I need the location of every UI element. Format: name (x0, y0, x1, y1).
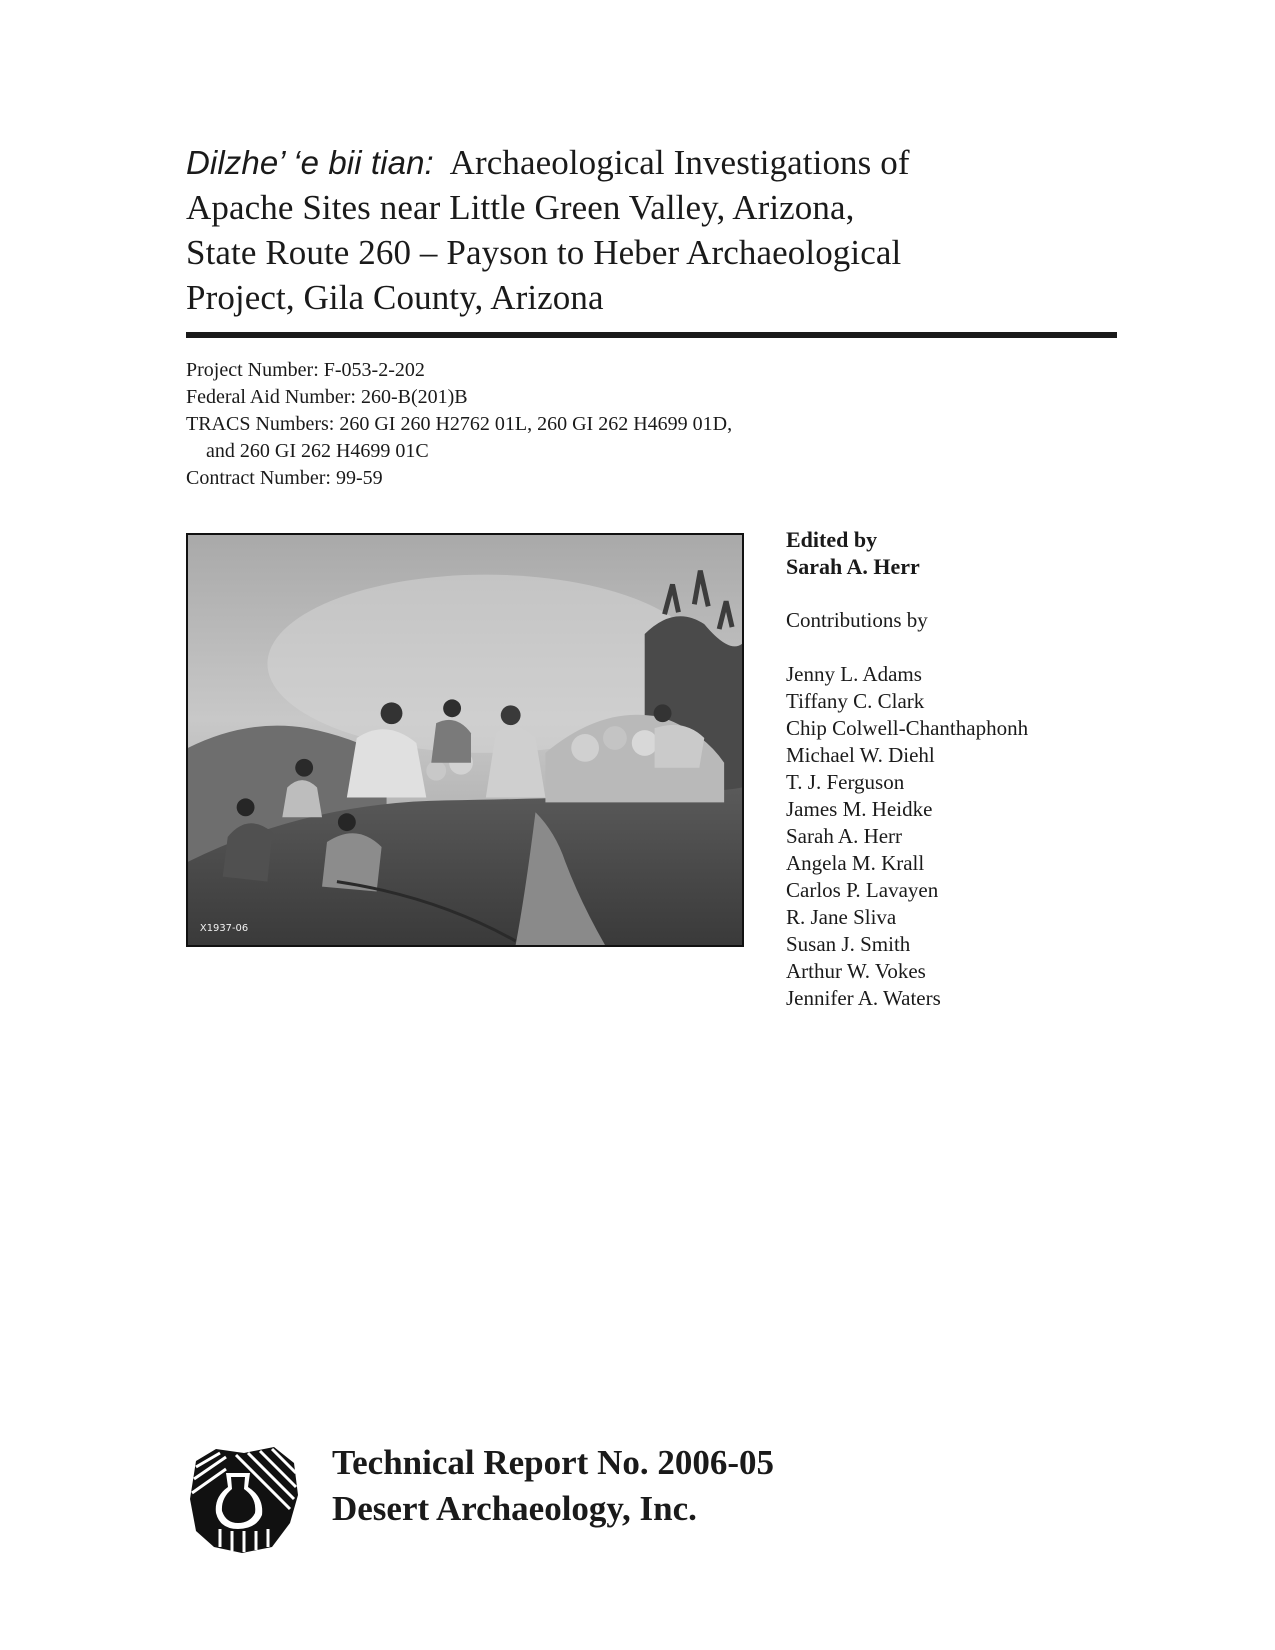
tracs-numbers-line-1: TRACS Numbers: 260 GI 260 H2762 01L, 260 GI 262 H4699 01D, (186, 413, 733, 435)
contributor: Carlos P. Lavayen (786, 878, 939, 902)
contributor: James M. Heidke (786, 797, 933, 821)
contributor: Jennifer A. Waters (786, 986, 941, 1010)
report-footer (332, 1440, 774, 1532)
title-line-1-rest: Archaeological Investigations of (449, 143, 910, 182)
editor-name: Sarah A. Herr (786, 554, 920, 579)
contributor: T. J. Ferguson (786, 770, 905, 794)
edited-by-label: Edited by (786, 527, 878, 552)
contributor: Susan J. Smith (786, 932, 911, 956)
federal-aid-number: Federal Aid Number: 260-B(201)B (186, 386, 468, 408)
contributor: Tiffany C. Clark (786, 689, 925, 713)
contributor: R. Jane Sliva (786, 905, 897, 929)
photo-negative-label: X1937-06 (199, 923, 249, 935)
title-line-1 (186, 140, 1116, 185)
desert-archaeology-logo-icon (186, 1443, 300, 1555)
title-italic-lead: Dilzhe’ ‘e bii tian: (186, 144, 434, 181)
publisher-name: Desert Archaeology, Inc. (332, 1489, 697, 1528)
title-line-2: Apache Sites near Little Green Valley, Arizona, (186, 188, 855, 227)
project-number: Project Number: F-053-2-202 (186, 359, 425, 381)
credits (786, 526, 1028, 1012)
contributor-list (786, 661, 1028, 1012)
contributions-label: Contributions by (786, 608, 928, 632)
report-title (186, 140, 1116, 320)
contributor: Michael W. Diehl (786, 743, 935, 767)
contributor: Sarah A. Herr (786, 824, 903, 848)
photo-illustration (188, 535, 742, 945)
cover-photograph (186, 533, 744, 947)
title-line-4: Project, Gila County, Arizona (186, 278, 604, 317)
contributor: Angela M. Krall (786, 851, 925, 875)
technical-report-number: Technical Report No. 2006-05 (332, 1443, 775, 1482)
tracs-numbers-line-2: and 260 GI 262 H4699 01C (206, 440, 429, 462)
title-divider (186, 332, 1117, 338)
contributor: Arthur W. Vokes (786, 959, 926, 983)
contributor: Chip Colwell-Chanthaphonh (786, 716, 1029, 740)
contributor: Jenny L. Adams (786, 662, 922, 686)
title-line-3: State Route 260 – Payson to Heber Archaeological (186, 233, 902, 272)
project-info (186, 357, 732, 492)
contract-number: Contract Number: 99-59 (186, 467, 383, 489)
